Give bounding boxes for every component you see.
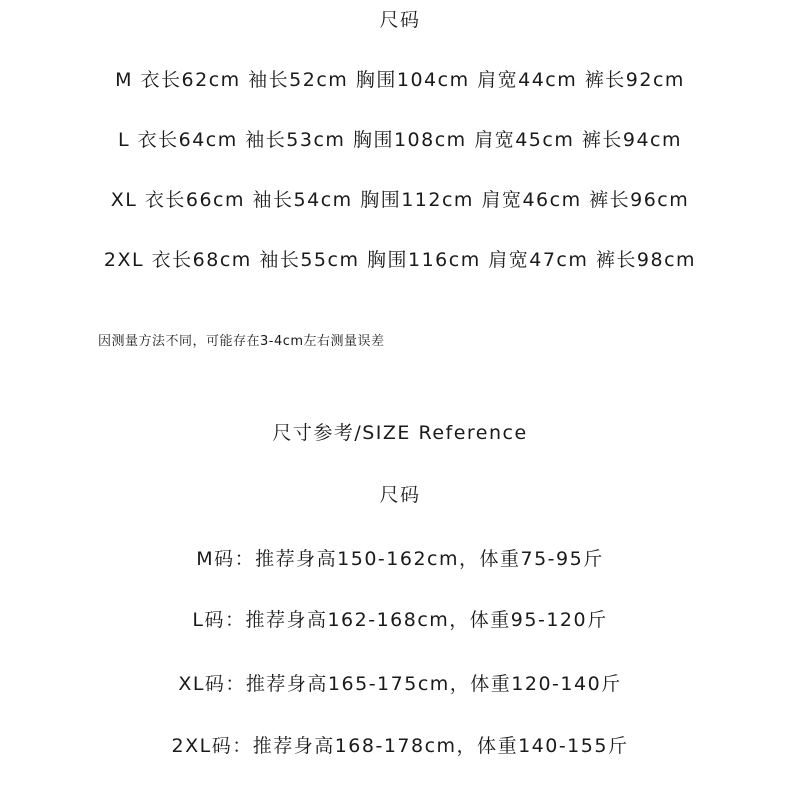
reference-row-xl: XL码：推荐身高165-175cm，体重120-140斤 [178,673,622,695]
reference-row-2xl: 2XL码：推荐身高168-178cm，体重140-155斤 [171,735,629,757]
measurement-note: 因测量方法不同，可能存在3-4cm左右测量误差 [98,334,385,349]
size-chart-title: 尺码 [379,9,421,31]
size-reference-heading: 尺寸参考/SIZE Reference [272,422,528,444]
reference-row-m: M码：推荐身高150-162cm，体重75-95斤 [196,548,604,570]
size-row-l: L 衣长64cm 袖长53cm 胸围108cm 肩宽45cm 裤长94cm [117,129,683,151]
size-reference-title: 尺码 [379,484,421,506]
size-row-2xl: 2XL 衣长68cm 袖长55cm 胸围116cm 肩宽47cm 裤长98cm [103,249,697,271]
reference-row-l: L码：推荐身高162-168cm，体重95-120斤 [192,609,608,631]
size-row-xl: XL 衣长66cm 袖长54cm 胸围112cm 肩宽46cm 裤长96cm [110,189,690,211]
size-row-m: M 衣长62cm 袖长52cm 胸围104cm 肩宽44cm 裤长92cm [115,69,685,91]
